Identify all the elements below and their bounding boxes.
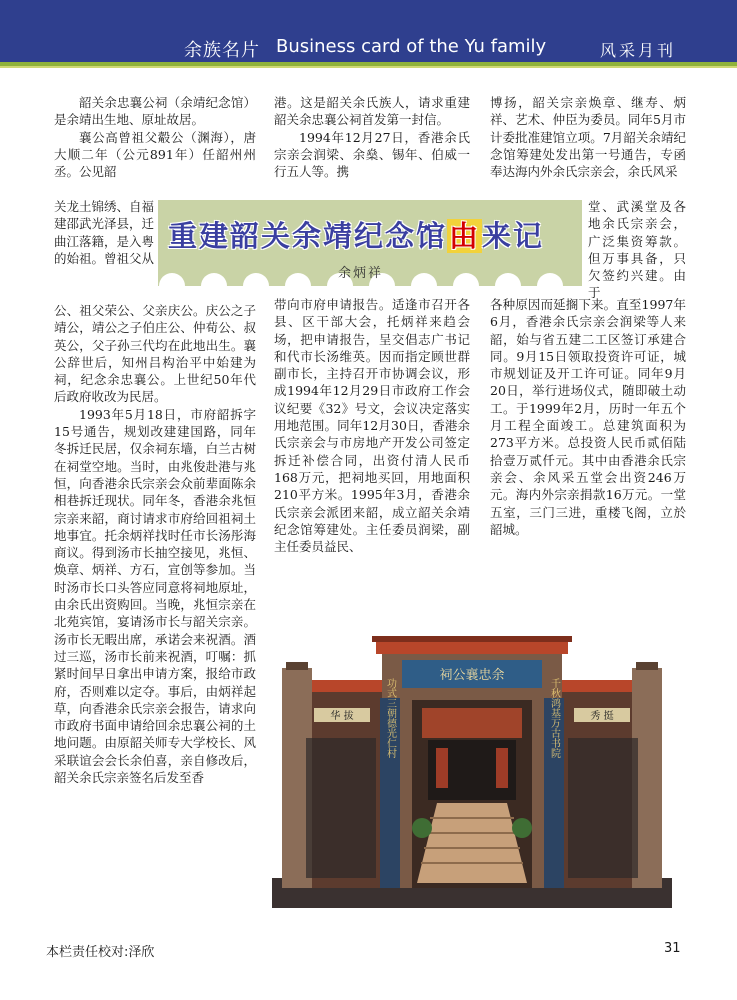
paragraph: 关龙土锦绣、自福建邵武光泽县，迁曲江落籍，是入粤的始祖。曾祖父从	[54, 199, 155, 266]
column-1-wrap	[54, 198, 154, 267]
paragraph: 博扬，韶关宗亲焕章、继寿、炳祥、艺术、仲臣为委员。同年5月市计委批准建馆立项。7月韶关余靖纪念馆筹建处发出第一号通告，专函奉达海内外余氏宗亲会，余氏风采	[490, 95, 686, 180]
couplet-left: 功式三朝德光仁村	[384, 678, 396, 758]
paragraph: 公、祖父荣公、父亲庆公。庆公之子靖公，靖公之子伯庄公、仲荀公、叔英公，父子孙三代均在此地出生。襄公辞世后，知州吕构治平中始建为祠，纪念余忠襄公。上世纪50年代后政府收改为民居。	[54, 303, 256, 405]
column-1-top	[54, 94, 256, 180]
paragraph: 1993年5月18日，市府韶拆字15号通告，规划改建建国路，同年冬拆迁民居，仅余祠东墙，白兰古树在祠堂空地。当时，由兆俊赴港与兆恒，向香港余氏宗亲会众前辈面陈余相巷拆迁现状。同年冬，香港余兆恒宗亲来韶，商讨请求市府给回祖祠土地事宜。托余炳祥找时任市长汤彤海商议。得到汤市长抽空接见，兆恒、焕章、炳祥、方石，宣创等参加。当时汤市长口头答应同意将祠地原址，由余氏出资购回。当晚，兆恒宗亲在北苑宾馆，宴请汤市长与韶关宗亲。汤市长无暇出席，承诺会来祝酒。酒过三巡，汤市长前来祝酒，叮嘱：抓紧时间早日拿出申请方案，报给市政府，否则难以定夺。事后，由炳祥起草，向香港余氏宗亲会报告，请求向市政府书面申请给回余忠襄公祠的土地问题。由原韶关师专大学校长、风采联谊会会长余伯喜，亲自修改后，韶关余氏宗亲签名后发至香	[54, 406, 256, 786]
paragraph: 1994年12月27日，香港余氏宗亲会润梁、余燊、锡年、伯威一行五人等。携	[274, 129, 470, 180]
paragraph: 襄公高曾祖父觳公（渊海），唐大顺二年（公元891年）任韶州州丞。公见韶	[54, 129, 256, 180]
column-3-bottom	[490, 296, 686, 538]
side-plaque-right: 秀 挺	[590, 711, 614, 722]
section-title-en: Business card of the Yu family	[276, 36, 547, 57]
article-author: 余炳祥	[338, 266, 384, 281]
journal-name: 风采月刊	[600, 41, 677, 60]
page-number: 31	[664, 941, 681, 956]
column-1-bottom	[54, 302, 256, 786]
article-title: 重建韶关余靖纪念馆由来记	[168, 219, 545, 253]
side-plaque-left: 华 拔	[330, 711, 354, 722]
paragraph: 带向市府申请报告。适逢市召开各县、区干部大会，托炳祥来趋会场，把申请报告，呈交倡志广书记和代市长汤维英。因而指定顾世群副市长，主持召开市协调会议，形成1994年12月29日市政府工作会议纪要《32》号文，会议决定落实用地范围。同年12月30日，香港余氏宗亲会与市房地产开发公司签定拆迁补偿合同，出资付清人民币168万元，把祠地买回，用地面积210平方米。1995年3月，香港余氏宗亲会派团来韶，成立韶关余靖纪念馆筹建处。主任委员润梁，副主任委员益民、	[274, 297, 470, 555]
column-2-bottom	[274, 296, 470, 555]
memorial-hall-photo	[272, 628, 672, 908]
paragraph: 韶关余忠襄公祠（余靖纪念馆）是余靖出生地、原址故居。	[54, 95, 256, 128]
paragraph: 堂、武溪堂及各地余氏宗亲会，广泛集资筹款。但万事具备，只欠签约兴建。由于	[588, 199, 686, 301]
section-title-cn: 余族名片	[184, 40, 260, 61]
column-2-top	[274, 94, 470, 180]
footer-editor: 本栏责任校对:泽欣	[46, 945, 155, 960]
column-3-top	[490, 94, 686, 180]
paragraph: 各种原因而延搁下来。直至1997年6月，香港余氏宗亲会润梁等人来韶，始与省五建二工区签订承建合同。9月15日领取投资许可证，城市规划证及开工许可证。同年9月20日，举行进场仪式，随即破土动工。于1999年2月，历时一年五个月工程全面竣工。总建筑面积为273平方米。总投资人民币贰佰陆拾壹万贰仟元。其中由香港余氏宗亲会、余风采五堂会出资246万元。海内外宗亲捐款16万元。一堂五室，三门三进，重楼飞阁，立於韶城。	[490, 297, 686, 537]
main-plaque: 祠公襄忠余	[439, 668, 505, 683]
column-3-wrap	[588, 198, 686, 302]
couplet-right: 千秋鸿基万古书院	[548, 678, 560, 758]
paragraph: 港。这是韶关余氏族人，请求重建韶关余忠襄公祠首发第一封信。	[274, 95, 470, 128]
header-stripe-thin	[0, 66, 737, 68]
